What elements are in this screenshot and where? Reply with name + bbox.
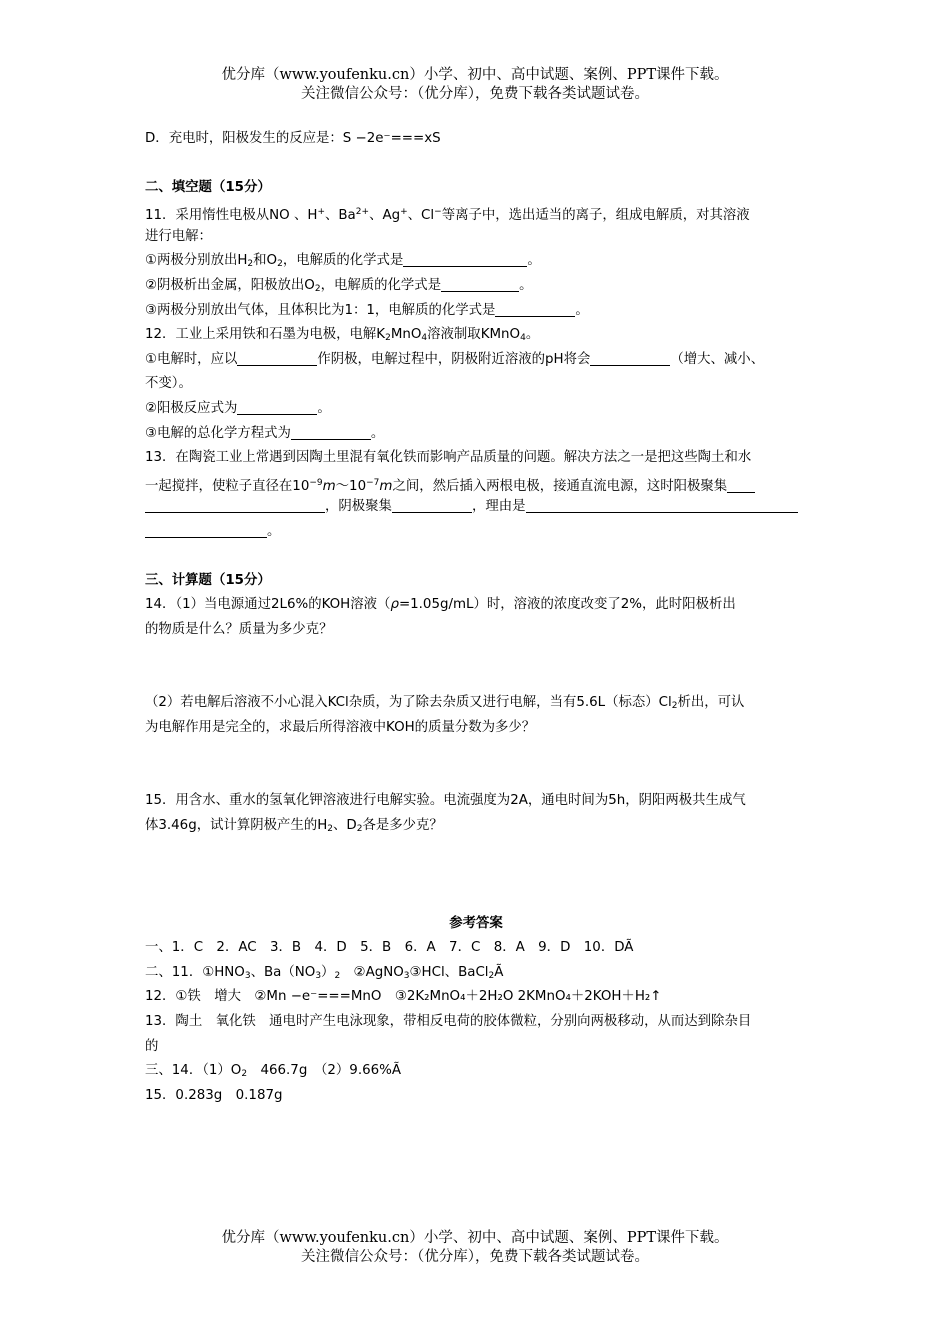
document-body <box>145 127 807 1108</box>
answer-blank[interactable] <box>403 251 527 267</box>
answer-blank[interactable] <box>145 522 267 538</box>
answer-blank[interactable] <box>237 350 317 366</box>
q12-part-2: ②阳极反应式为 。 <box>145 400 331 416</box>
q13-line-3: ，阴极聚集 ，理由是 <box>145 495 807 520</box>
q12-part-3: ③电解的总化学方程式为 。 <box>145 425 385 441</box>
footer-line-1: 优分库（www.youfenku.cn）小学、初中、高中试题、案例、PPT课件下载。 <box>221 1230 729 1246</box>
q11-line-1: 11．采用惰性电极从NO 、H+、$Ba^{2+}$、Ag+、Cl−等离子中，选出适当的离子，组成电解质，对其溶液 <box>145 207 750 224</box>
answers-title: 参考答案 <box>449 915 503 931</box>
answer-blank[interactable] <box>441 276 519 292</box>
answer-blank[interactable] <box>727 477 755 493</box>
section-3-title: 三、计算题（15分） <box>145 572 271 588</box>
q11-line-2: 进行电解： <box>145 228 212 244</box>
answers-line-7: 15．0.283g 0.187g <box>145 1087 283 1103</box>
q10-option-d: D．充电时，阳极发生的反应是：S −2e⁻===xS <box>145 131 441 146</box>
answer-blank[interactable] <box>291 424 371 440</box>
header-line-1: 优分库（www.youfenku.cn）小学、初中、高中试题、案例、PPT课件下载。 <box>221 67 729 83</box>
q14-part-2-line-1: （2）若电解后溶液不小心混入KCl杂质，为了除去杂质又进行电解，当有5.6L（标态）$Cl_2$析出，可认 <box>145 695 745 712</box>
q11-part-1: ①两极分别放出$H_2$和$O_2$，电解质的化学式是 。 <box>145 253 541 270</box>
page-header <box>0 66 950 104</box>
answers-line-4: 13．陶土 氧化铁 通电时产生电泳现象，带相反电荷的胶体微粒，分别向两极移动，从而达到除杂目 <box>145 1014 752 1030</box>
answer-blank[interactable] <box>495 301 575 317</box>
answers-line-5: 的 <box>145 1038 159 1054</box>
q15-line-1: 15．用含水、重水的氢氧化钾溶液进行电解实验。电流强度为2A，通电时间为5h，阴阳两极共生成气 <box>145 793 746 809</box>
answer-blank[interactable] <box>145 497 325 513</box>
q14-line-1: 14．（1）当电源通过2L6%的KOH溶液（ρ=1.05g/mL）时，溶液的浓度改变了2%，此时阳极析出 <box>145 597 736 613</box>
q14-part-2-line-2: 为电解作用是完全的，求最后所得溶液中KOH的质量分数为多少？ <box>145 719 536 735</box>
q15-line-2: 体3.46g，试计算阴极产生的$H_2$、$D_2$各是多少克？ <box>145 818 443 835</box>
answers-line-2: 二、11．$①HNO_3$、$Ba(NO_3)_2$ ②AgNO$_3$③HCl、BaCl$_2$Ã <box>145 964 504 981</box>
answer-blank[interactable] <box>392 497 472 513</box>
answers-line-3: 12．①铁 增大 ②Mn −e⁻===MnO ③2K₂MnO₄＋2H₂O 2KMnO₄＋2KOH＋H₂↑ <box>145 989 662 1005</box>
page-footer <box>0 1229 950 1267</box>
q14-line-2: 的物质是什么？质量为多少克？ <box>145 621 333 637</box>
section-2-title: 二、填空题（15分） <box>145 179 271 195</box>
q11-part-2: ②阴极析出金属，阳极放出$O_2$，电解质的化学式是 。 <box>145 277 533 294</box>
q12-part-1-cont: 不变）。 <box>145 376 192 392</box>
q13-line-2: 一起搅拌，使粒子直径在$10^{-9}m\sim 10^{-7}m$之间，然后插入两根电极，接通直流电源，这时阳极聚集 <box>145 471 807 496</box>
footer-line-2: 关注微信公众号：（优分库），免费下载各类试题试卷。 <box>301 1249 649 1265</box>
header-line-2: 关注微信公众号：（优分库），免费下载各类试题试卷。 <box>301 86 649 102</box>
q12-line-1: 12．工业上采用铁和石墨为电极，电解$K_2MnO_4$溶液制取KMnO$_4$。 <box>145 327 540 344</box>
answers-line-1: 一、1．C 2．AC 3．B 4．D 5．B 6．A 7．C 8．A 9．D 10．DÃ <box>145 940 634 956</box>
answer-blank[interactable] <box>526 497 798 513</box>
q13-line-1: 13．在陶瓷工业上常遇到因陶土里混有氧化铁而影响产品质量的问题。解决方法之一是把这些陶土和水 <box>145 450 752 466</box>
answer-blank[interactable] <box>590 350 670 366</box>
q13-line-4: 。 <box>145 520 807 545</box>
answers-line-6: 三、14．$(1)O_2$ 466.7g （2）9.66%Ã <box>145 1063 402 1080</box>
q12-part-1: ①电解时，应以 作阴极，电解过程中，阴极附近溶液的pH将会 （增大、减小、 <box>145 351 765 367</box>
answer-blank[interactable] <box>237 399 317 415</box>
q11-part-3: ③两极分别放出气体，且体积比为1：1，电解质的化学式是 。 <box>145 302 589 318</box>
